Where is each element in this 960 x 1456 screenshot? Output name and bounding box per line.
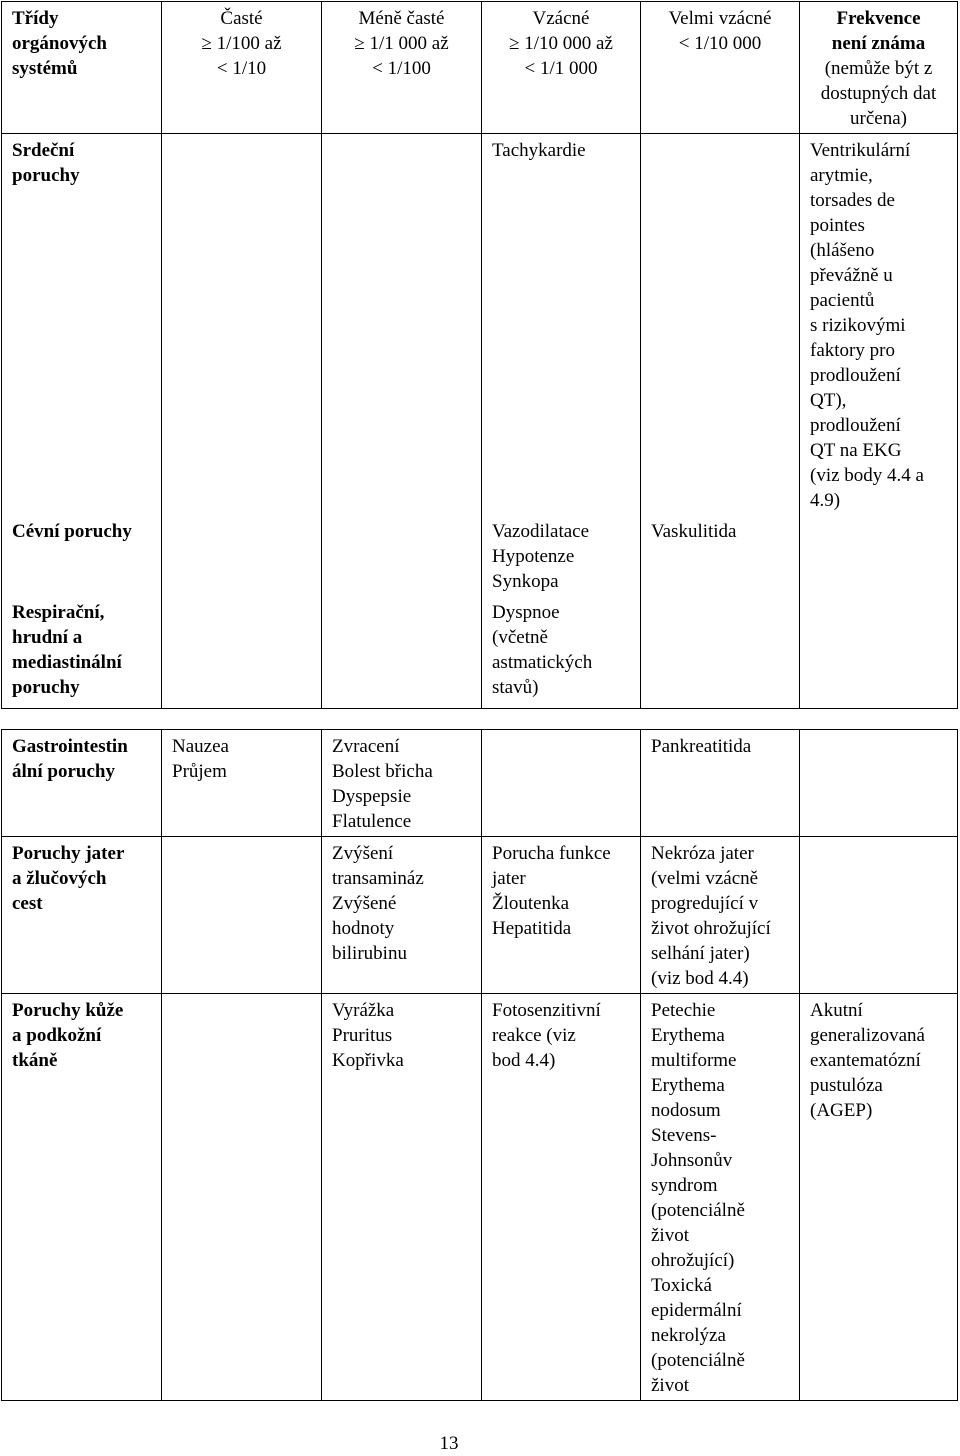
row-gastro [2, 730, 958, 837]
respiratory-organ-cell: Respirační, hrudní a mediastinální poruchy [2, 596, 162, 708]
row-cardiac [2, 134, 958, 516]
skin-organ-cell: Poruchy kůže a podkožní tkáně [2, 994, 162, 1401]
gastro-common-cell: Nauzea Průjem [162, 730, 322, 837]
skin-very-rare-cell: Petechie Erythema multiforme Erythema nodosum Stevens- Johnsonův syndrom (potenciálně život ohrožující) Toxická epidermální nekrolýza (potenciálně život [641, 994, 800, 1401]
gastro-very-rare-cell: Pankreatitida [641, 730, 800, 837]
header-unknown: Frekvence není známa (nemůže být z dostupných dat určena) [800, 2, 958, 134]
header-very-rare: Velmi vzácné < 1/10 000 [641, 2, 800, 134]
header-common: Časté ≥ 1/100 až < 1/10 [162, 2, 322, 134]
cardiac-unknown-cell: Ventrikulární arytmie, torsades de pointes (hlášeno převážně u pacientů s rizikovými faktory pro prodloužení QT), prodloužení QT na EKG (viz body 4.4 a 4.9) [800, 134, 958, 516]
skin-rare-cell: Fotosenzitivní reakce (viz bod 4.4) [482, 994, 641, 1401]
gastro-uncommon-cell: Zvracení Bolest břicha Dyspepsie Flatulence [322, 730, 482, 837]
row-respiratory [2, 596, 958, 708]
page-number: 13 [439, 1433, 459, 1454]
header-row [2, 2, 958, 134]
row-hepato [2, 837, 958, 994]
skin-uncommon-cell: Vyrážka Pruritus Kopřivka [322, 994, 482, 1401]
header-organ-class: Třídy orgánových systémů [2, 2, 162, 134]
row-skin [2, 994, 958, 1401]
skin-unknown-cell: Akutní generalizovaná exantematózní pustulóza (AGEP) [800, 994, 958, 1401]
header-uncommon: Méně časté ≥ 1/1 000 až < 1/100 [322, 2, 482, 134]
adverse-reactions-table-top [1, 1, 958, 709]
vascular-rare-cell: Vazodilatace Hypotenze Synkopa [482, 515, 641, 596]
cardiac-organ-cell: Srdeční poruchy [2, 134, 162, 516]
row-vascular [2, 515, 958, 596]
vascular-organ-cell: Cévní poruchy [2, 515, 162, 596]
respiratory-rare-cell: Dyspnoe (včetně astmatických stavů) [482, 596, 641, 708]
hepato-organ-cell: Poruchy jater a žlučových cest [2, 837, 162, 994]
vascular-very-rare-cell: Vaskulitida [641, 515, 800, 596]
gastro-organ-cell: Gastrointestin ální poruchy [2, 730, 162, 837]
cardiac-rare-cell: Tachykardie [482, 134, 641, 516]
header-rare: Vzácné ≥ 1/10 000 až < 1/1 000 [482, 2, 641, 134]
adverse-reactions-table-bottom [1, 729, 958, 1401]
hepato-uncommon-cell: Zvýšení transamináz Zvýšené hodnoty bilirubinu [322, 837, 482, 994]
hepato-rare-cell: Porucha funkce jater Žloutenka Hepatitida [482, 837, 641, 994]
hepato-very-rare-cell: Nekróza jater (velmi vzácně progredující v život ohrožující selhání jater) (viz bod 4.4) [641, 837, 800, 994]
